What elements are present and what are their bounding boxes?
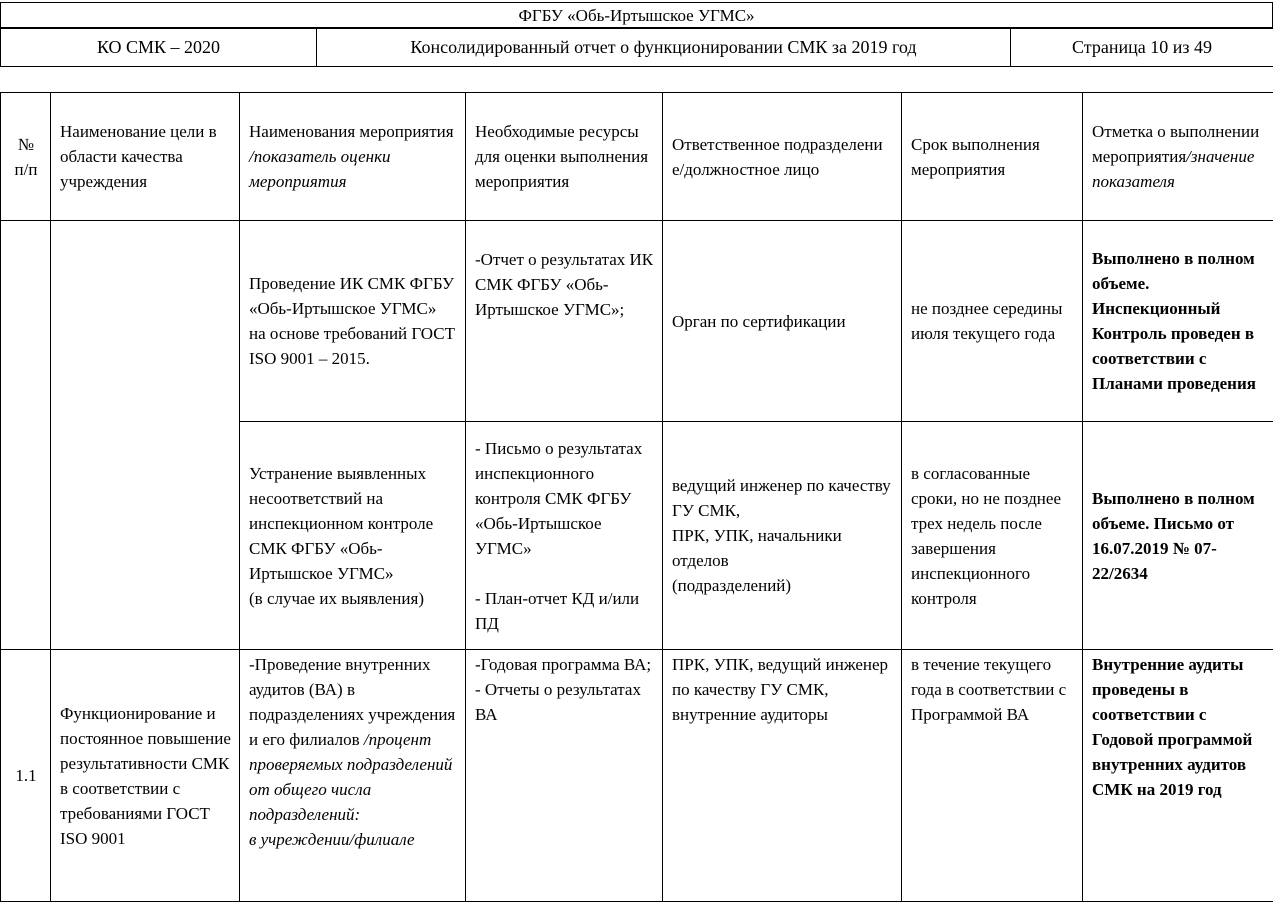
row3-resources: -Годовая программа ВА; - Отчеты о результатах ВА — [466, 650, 663, 902]
page-number: Страница 10 из 49 — [1011, 28, 1273, 67]
row2-mark: Выполнено в полном объеме. Письмо от 16.07.2019 № 07-22/2634 — [1083, 422, 1273, 650]
org-name: ФГБУ «Обь-Иртышское УГМС» — [1, 3, 1273, 29]
row3-responsible: ПРК, УПК, ведущий инженер по качеству ГУ СМК, внутренние аудиторы — [663, 650, 902, 902]
col-header-goal: Наименование цели в области качества учреждения — [51, 93, 240, 221]
row3-num: 1.1 — [1, 650, 51, 902]
table-row — [1, 650, 1273, 902]
row2-measure: Устранение выявленных несоответствий на инспекционном контроле СМК ФГБУ «Обь-Иртышское УГМС» (в случае их выявления) — [240, 422, 466, 650]
row1-measure: Проведение ИК СМК ФГБУ «Обь-Иртышское УГМС» на основе требований ГОСТ ISO 9001 – 2015. — [240, 221, 466, 422]
row3-goal: Функционирование и постоянное повышение результативности СМК в соответствии с требованиями ГОСТ ISO 9001 — [51, 650, 240, 902]
row1-responsible: Орган по сертификации — [663, 221, 902, 422]
row2-responsible: ведущий инженер по качеству ГУ СМК, ПРК, УПК, начальники отделов (подразделений) — [663, 422, 902, 650]
col-header-num: № п/п — [1, 93, 51, 221]
col-header-measure: Наименования мероприятия /показатель оценки мероприятия — [240, 93, 466, 221]
quality-goals-table — [0, 92, 1273, 902]
col-header-resources: Необходимые ресурсы для оценки выполнения мероприятия — [466, 93, 663, 221]
table-header-row — [1, 93, 1273, 221]
row1-resources: -Отчет о результатах ИК СМК ФГБУ «Обь-Иртышское УГМС»; — [466, 221, 663, 422]
col-header-deadline: Срок выполнения мероприятия — [902, 93, 1083, 221]
row1-deadline: не позднее середины июля текущего года — [902, 221, 1083, 422]
row3-measure: -Проведение внутренних аудитов (ВА) в подразделениях учреждения и его филиалов /процент проверяемых подразделений от общего числа подразделений: в учреждении/филиале — [240, 650, 466, 902]
row-goal-cell-empty — [51, 221, 240, 650]
col-header-mark: Отметка о выполнении мероприятия/значение показателя — [1083, 93, 1273, 221]
doc-header — [0, 27, 1273, 67]
doc-title: Консолидированный отчет о функционировании СМК за 2019 год — [317, 28, 1011, 67]
org-header — [0, 2, 1273, 29]
row3-deadline: в течение текущего года в соответствии с Программой ВА — [902, 650, 1083, 902]
col-header-responsible: Ответственное подразделение/должностное лицо — [663, 93, 902, 221]
row3-mark: Внутренние аудиты проведены в соответствии с Годовой программой внутренних аудитов СМК на 2019 год — [1083, 650, 1273, 902]
row-num-cell-empty — [1, 221, 51, 650]
doc-code: КО СМК – 2020 — [1, 28, 317, 67]
row2-deadline: в согласованные сроки, но не позднее трех недель после завершения инспекционного контроля — [902, 422, 1083, 650]
row2-resources: - Письмо о результатах инспекционного контроля СМК ФГБУ «Обь-Иртышское УГМС» - План-отчет КД и/или ПД — [466, 422, 663, 650]
table-row — [1, 221, 1273, 422]
row1-mark: Выполнено в полном объеме. Инспекционный Контроль проведен в соответствии с Планами проведения — [1083, 221, 1273, 422]
